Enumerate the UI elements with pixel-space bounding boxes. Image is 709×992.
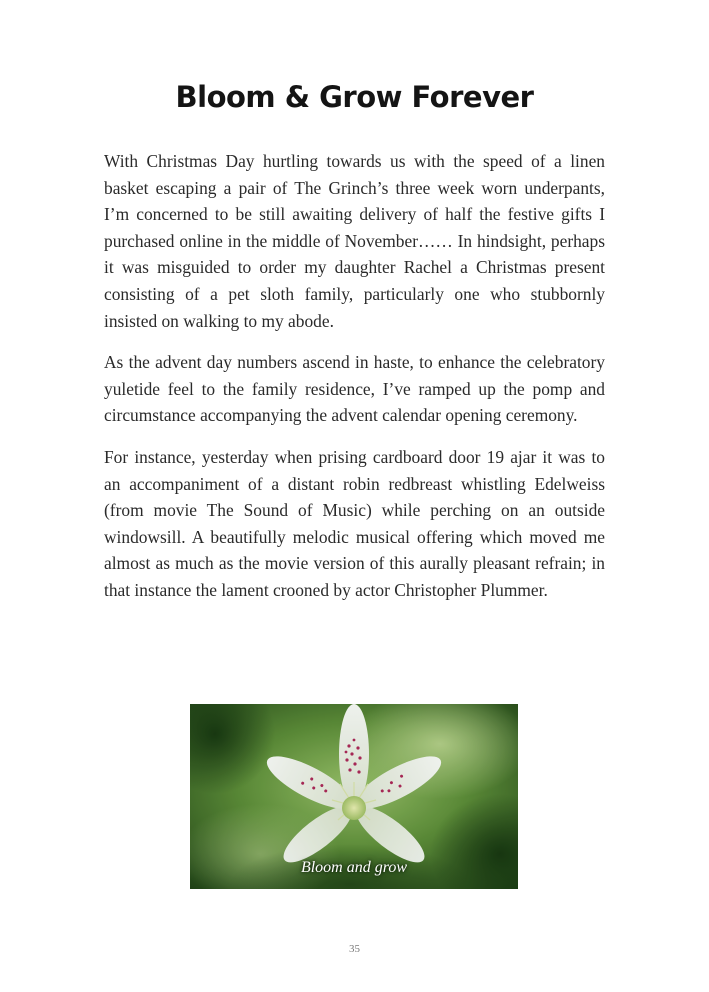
figure-caption: Bloom and grow <box>300 859 408 876</box>
page-number: 35 <box>349 943 360 955</box>
paragraph-1: With Christmas Day hurtling towards us with the speed of a linen basket escaping a pair of The Grinch’s three week worn underpants, I’m concerned to be still awaiting delivery of half the festive gifts I purchased online in the middle of November…… In hindsight, perhaps it was misguided to order my daughter Rachel a Christmas present consisting of a pet sloth family, particularly one who stubbornly insisted on walking to my abode. <box>104 151 605 331</box>
paragraph-3: For instance, yesterday when prising cardboard door 19 ajar it was to an accompaniment of a distant robin redbreast whistling Edelweiss (from movie The Sound of Music) while perching on an outside windowsill. A beautifully melodic musical offering which moved me almost as much as the movie version of this aurally pleasant refrain; in that instance the lament crooned by actor Christopher Plummer. <box>104 446 605 600</box>
flower-photo <box>190 704 518 889</box>
article-body <box>104 148 605 619</box>
paragraph-2: As the advent day numbers ascend in haste, to enhance the celebratory yuletide feel to the family residence, I’ve ramped up the pomp and circumstance accompanying the advent calendar opening ceremony. <box>104 352 605 426</box>
page-title: Bloom & Grow Forever <box>175 80 534 114</box>
